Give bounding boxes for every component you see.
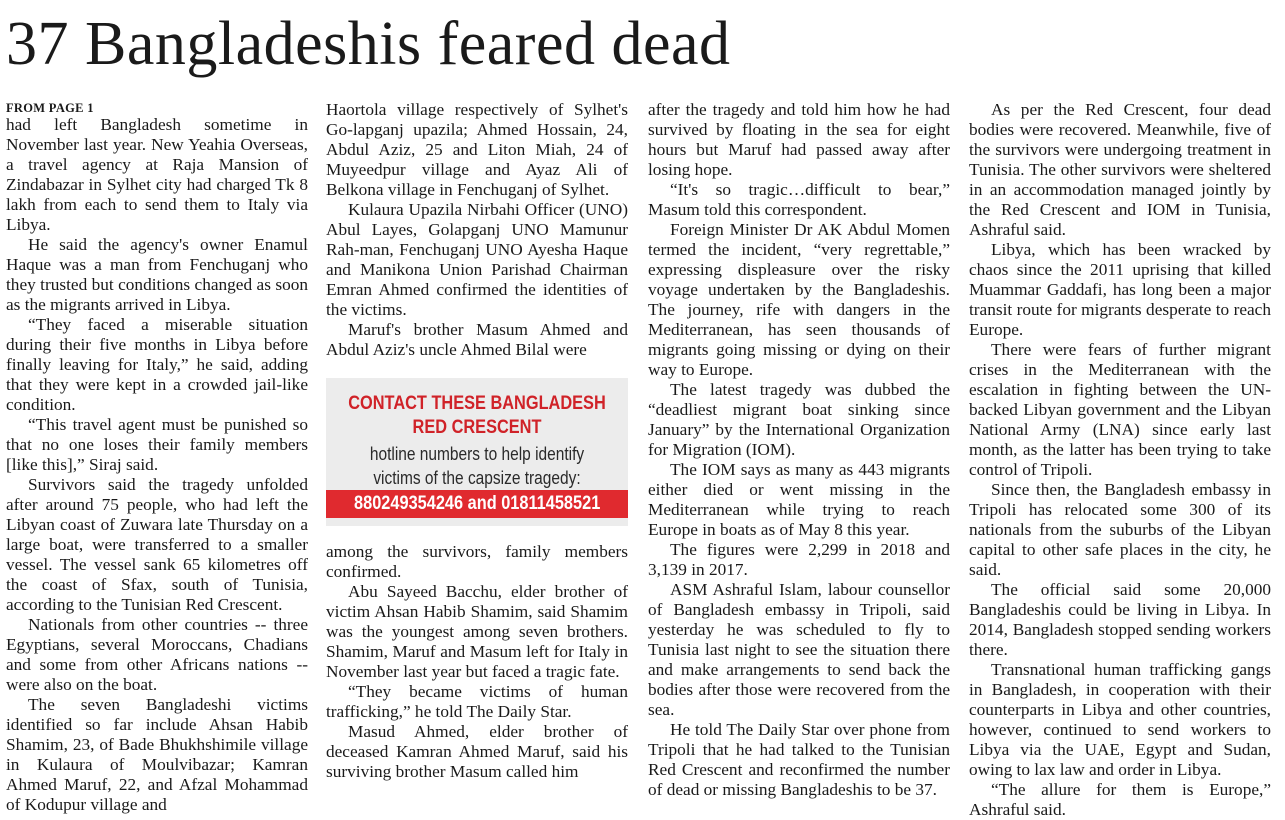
paragraph: The latest tragedy was dubbed the “deadliest migrant boat sinking since January” by the International Organization for Migration (IOM).	[648, 380, 950, 459]
hotline-numbers: 880249354246 and 01811458521	[353, 493, 601, 514]
paragraph: The figures were 2,299 in 2018 and 3,139 in 2017.	[648, 540, 950, 579]
hotline-box-title-line1: CONTACT THESE BANGLADESH	[348, 393, 606, 414]
paragraph: among the survivors, family members confirmed.	[326, 542, 628, 581]
paragraph: There were fears of further migrant crises in the Mediterranean with the escalation in fighting between the UN-backed Libyan government and the Libyan National Army (LNA) since early last month, as the latter has been trying to take control of Tripoli.	[969, 340, 1271, 479]
paragraph: “It's so tragic…difficult to bear,” Masum told this correspondent.	[648, 180, 950, 219]
paragraph: The IOM says as many as 443 migrants either died or went missing in the Mediterranean while trying to reach Europe in boats as of May 8 this year.	[648, 460, 950, 539]
paragraph: after the tragedy and told him how he had survived by floating in the sea for eight hours but Maruf had passed away after losing hope.	[648, 100, 950, 179]
article-column-3	[648, 100, 950, 800]
paragraph: The official said some 20,000 Bangladeshis could be living in Libya. In 2014, Bangladesh stopped sending workers there.	[969, 580, 1271, 659]
paragraph: He told The Daily Star over phone from Tripoli that he had talked to the Tunisian Red Crescent and reconfirmed the number of dead or missing Bangladeshis to be 37.	[648, 720, 950, 799]
paragraph: “The allure for them is Europe,” Ashraful said.	[969, 780, 1271, 819]
paragraph: had left Bangladesh sometime in November last year. New Yeahia Overseas, a travel agency at Raja Mansion of Zindabazar in Sylhet city had charged Tk 8 lakh from each to send them to Italy via Libya.	[6, 115, 308, 234]
headline: 37 Bangladeshis feared dead	[6, 10, 731, 78]
paragraph: Survivors said the tragedy unfolded after around 75 people, who had left the Libyan coast of Zuwara late Thursday on a large boat, were transferred to a smaller vessel. The vessel sank 65 kilometres off the coast of Sfax, south of Tunisia, according to the Tunisian Red Crescent.	[6, 475, 308, 614]
hotline-info-box	[326, 378, 628, 526]
paragraph: As per the Red Crescent, four dead bodies were recovered. Meanwhile, five of the survivors were undergoing treatment in Tunisia. The other survivors were sheltered in an accommodation managed jointly by the Red Crescent and IOM in Tunisia, Ashraful said.	[969, 100, 1271, 239]
paragraph: ASM Ashraful Islam, labour counsellor of Bangladesh embassy in Tripoli, said yesterday he was scheduled to fly to Tunisia last night to see the situation there and make arrangements to send back the bodies after those were recovered from the sea.	[648, 580, 950, 719]
paragraph: “They became victims of human trafficking,” he told The Daily Star.	[326, 682, 628, 721]
paragraph: Abu Sayeed Bacchu, elder brother of victim Ahsan Habib Shamim, said Shamim was the youngest among seven brothers. Shamim, Maruf and Masum left for Italy in November last year but faced a tragic fate.	[326, 582, 628, 681]
paragraph: Haortola village respectively of Sylhet's Go-lapganj upazila; Ahmed Hossain, 24, Abdul Aziz, 25 and Liton Miah, 24 of Muyeedpur village and Ayaz Ali of Belkona village in Fenchuganj of Sylhet.	[326, 100, 628, 199]
article-column-4	[969, 100, 1271, 820]
hotline-box-title-line2: RED CRESCENT	[412, 417, 542, 438]
article-column-1	[6, 100, 308, 815]
hotline-numbers-bar	[326, 490, 628, 518]
paragraph: Nationals from other countries -- three Egyptians, several Moroccans, Chadians and some from other Africans nations -- were also on the boat.	[6, 615, 308, 694]
paragraph: Libya, which has been wracked by chaos since the 2011 uprising that killed Muammar Gaddafi, has long been a major transit route for migrants desperate to reach Europe.	[969, 240, 1271, 339]
paragraph: “This travel agent must be punished so that no one loses their family members [like this],” Siraj said.	[6, 415, 308, 474]
paragraph: “They faced a miserable situation during their five months in Libya before finally leaving for Italy,” he said, adding that they were kept in a crowded jail-like condition.	[6, 315, 308, 414]
paragraph: Masud Ahmed, elder brother of deceased Kamran Ahmed Maruf, said his surviving brother Masum called him	[326, 722, 628, 781]
paragraph: He said the agency's owner Enamul Haque was a man from Fenchuganj who they trusted but conditions changed as soon as the migrants arrived in Libya.	[6, 235, 308, 314]
hotline-box-text-line1: hotline numbers to help identify	[369, 444, 585, 464]
paragraph: Transnational human trafficking gangs in Bangladesh, in cooperation with their counterparts in Libya and other countries, however, continued to send workers to Libya via the UAE, Egypt and Sudan, owing to lax law and order in Libya.	[969, 660, 1271, 779]
paragraph: Foreign Minister Dr AK Abdul Momen termed the incident, “very regrettable,” expressing displeasure over the risky voyage undertaken by the Bangladeshis. The journey, rife with dangers in the Mediterranean, has seen thousands of migrants going missing or dying on their way to Europe.	[648, 220, 950, 379]
paragraph: Maruf's brother Masum Ahmed and Abdul Aziz's uncle Ahmed Bilal were	[326, 320, 628, 359]
article-column-2	[326, 100, 628, 782]
hotline-box-text-line2: victims of the capsize tragedy:	[373, 468, 581, 488]
from-page-kicker: FROM PAGE 1	[6, 101, 94, 115]
paragraph: Since then, the Bangladesh embassy in Tripoli has relocated some 300 of its nationals from the suburbs of the Libyan capital to other safe places in the city, he said.	[969, 480, 1271, 579]
paragraph: Kulaura Upazila Nirbahi Officer (UNO) Abul Layes, Golapganj UNO Mamunur Rah-man, Fenchuganj UNO Ayesha Haque and Manikona Union Parishad Chairman Emran Ahmed confirmed the identities of the victims.	[326, 200, 628, 319]
paragraph: The seven Bangladeshi victims identified so far include Ahsan Habib Shamim, 23, of Bade Bhukhshimile village in Kulaura of Moulvibazar; Kamran Ahmed Maruf, 22, and Afzal Mohammad of Kodupur village and	[6, 695, 308, 814]
